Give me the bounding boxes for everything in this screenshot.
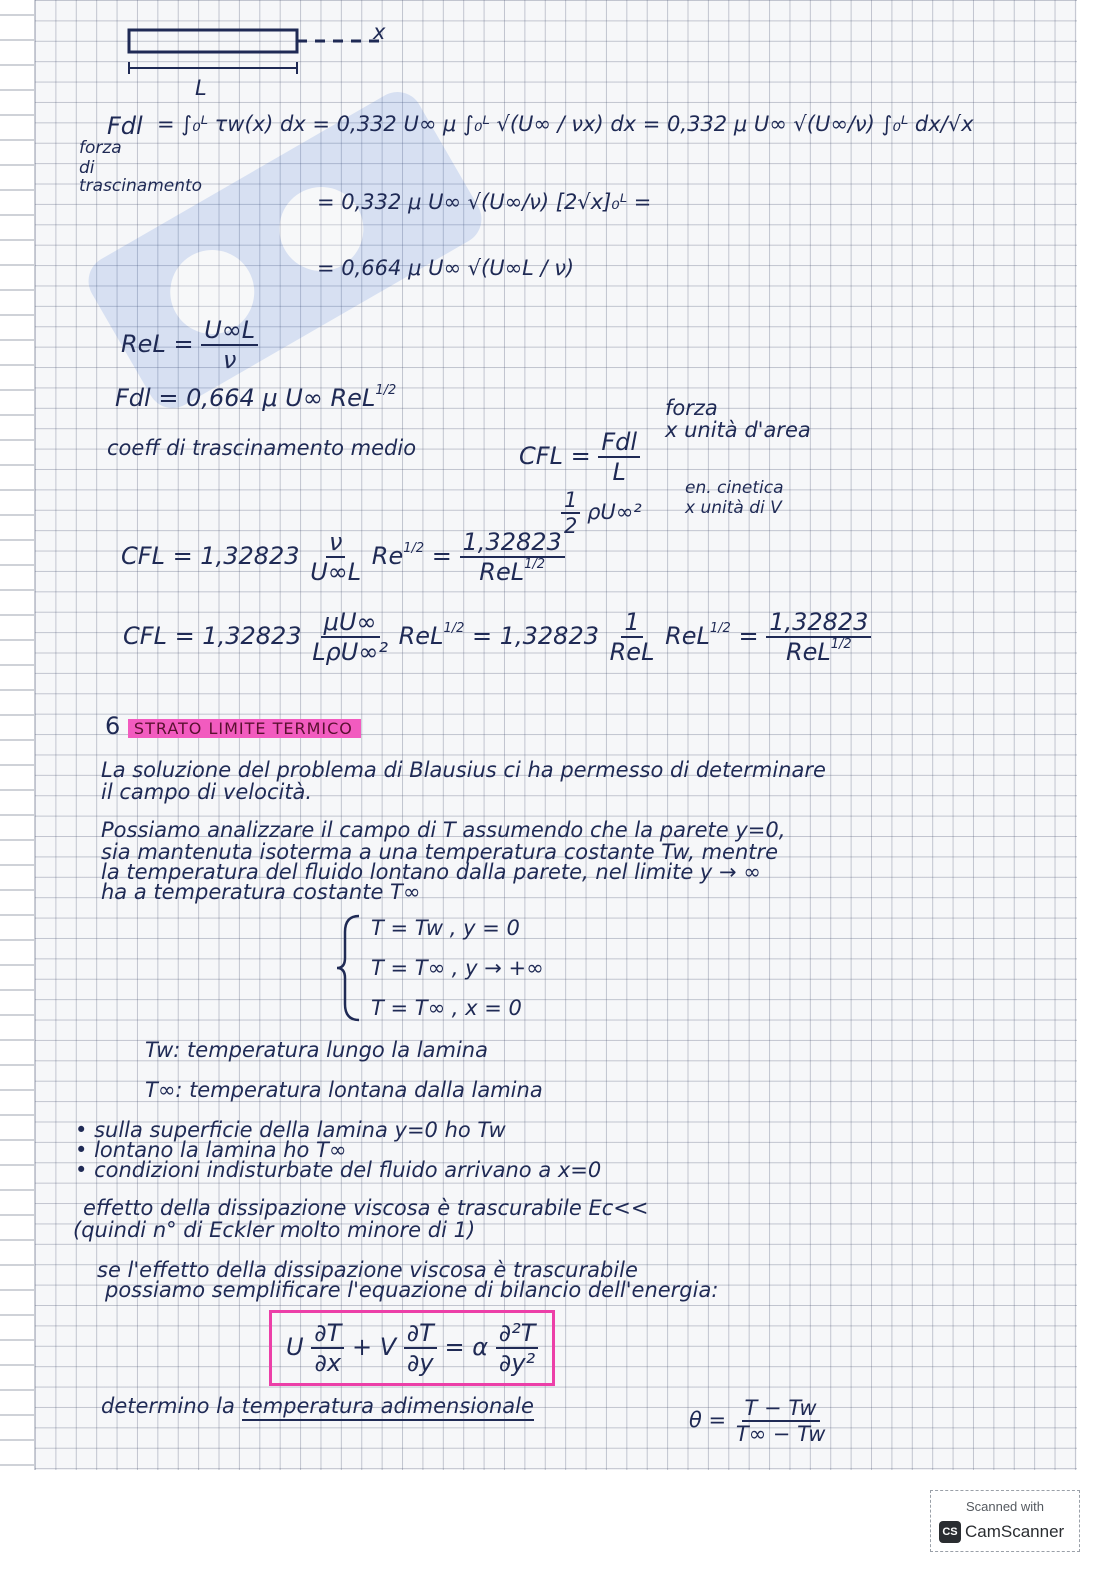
bc-line-1: T = Tw , y = 0 bbox=[371, 916, 520, 940]
cfl2-eq2: = bbox=[738, 622, 759, 650]
para2-line-4: ha a temperatura costante T∞ bbox=[101, 880, 421, 904]
kinetic-term bbox=[561, 488, 642, 538]
para3-line-2: (quindi n° di Eckler molto minore di 1) bbox=[73, 1218, 476, 1242]
cfl1-equals: = bbox=[431, 542, 452, 570]
cfl2-frac-num: μU∞ bbox=[321, 608, 380, 638]
theta-lhs: θ = bbox=[689, 1408, 727, 1432]
fdl-caption-3: trascinamento bbox=[79, 176, 203, 196]
bc-brace bbox=[335, 912, 365, 1024]
kinetic-term-text: ρU∞² bbox=[587, 500, 642, 524]
section-number: 6 bbox=[105, 712, 121, 740]
bullet-1-text: sulla superficie della lamina y=0 ho Tw bbox=[94, 1118, 506, 1142]
eq-u: U bbox=[286, 1333, 304, 1361]
notebook-binding bbox=[0, 0, 34, 1470]
x-axis-label: x bbox=[373, 20, 386, 44]
fdl-caption-1: forza bbox=[79, 138, 122, 158]
badge-brand: CamScanner bbox=[965, 1522, 1065, 1541]
cfl1-frac-den: U∞L bbox=[310, 558, 362, 586]
notebook-page bbox=[34, 0, 1077, 1470]
annot-kinetic-energy: en. cinetica bbox=[685, 478, 784, 498]
bullet-1: • sulla superficie della lamina y=0 ho Tw bbox=[75, 1118, 506, 1142]
cfl1-result-den: ReL bbox=[479, 558, 525, 586]
cfl2-rel: ReL bbox=[398, 622, 444, 650]
para2-line-1: Possiamo analizzare il campo di T assumendo che la parete y=0, bbox=[101, 818, 786, 842]
para4-line-2: possiamo semplificare l'equazione di bilancio dell'energia: bbox=[105, 1278, 719, 1302]
fdl-derivation-line-1: = ∫₀ᴸ τw(x) dx = 0,332 U∞ μ ∫₀ᴸ √(U∞ / νx) dx = 0,332 μ U∞ √(U∞/ν) ∫₀ᴸ dx/√x bbox=[157, 112, 974, 136]
eq-c-num: ∂²T bbox=[496, 1319, 539, 1349]
eq-b-den: ∂y bbox=[406, 1349, 434, 1377]
fdl-symbol: Fdl bbox=[107, 112, 143, 140]
cfl2-result-exp: 1/2 bbox=[830, 637, 852, 652]
camscanner-logo-icon: CS bbox=[939, 1521, 961, 1543]
para4-line-1: se l'effetto della dissipazione viscosa è trascurabile bbox=[97, 1258, 638, 1282]
theta-definition bbox=[689, 1396, 828, 1446]
cfl2-result-den: ReL bbox=[785, 638, 831, 666]
cfl1-re-exp: 1/2 bbox=[403, 541, 425, 556]
reynolds-lhs: ReL = bbox=[121, 330, 194, 358]
badge-caption: Scanned with bbox=[965, 1499, 1045, 1514]
bullet-3-text: condizioni indisturbate del fluido arrivano a x=0 bbox=[94, 1158, 602, 1182]
section-title: STRATO LIMITE TERMICO bbox=[128, 719, 361, 738]
bullet-3: • condizioni indisturbate del fluido arrivano a x=0 bbox=[75, 1158, 602, 1182]
cfl2-g-num: 1 bbox=[621, 608, 642, 638]
reynolds-definition bbox=[121, 316, 258, 374]
cfl2-frac-den: LρU∞² bbox=[312, 638, 388, 666]
kinetic-term-numerator: 1 bbox=[561, 488, 580, 514]
theta-numerator: T − Tw bbox=[742, 1396, 820, 1422]
fdl-result-exponent: 1/2 bbox=[375, 383, 397, 398]
fdl-caption-2: di bbox=[79, 158, 95, 178]
bc-line-2: T = T∞ , y → +∞ bbox=[371, 956, 544, 980]
energy-equation-box bbox=[269, 1310, 555, 1386]
final-text-b: temperatura adimensionale bbox=[242, 1394, 534, 1421]
eq-c-den: ∂y² bbox=[498, 1349, 536, 1377]
fdl-result-text: Fdl = 0,664 μ U∞ ReL bbox=[115, 384, 376, 412]
eq-plus: + bbox=[351, 1333, 373, 1361]
drag-coeff-numerator: Fdl bbox=[598, 428, 640, 458]
bullet-2-text: lontano la lamina ho T∞ bbox=[94, 1138, 347, 1162]
drag-coeff-denominator: L bbox=[612, 458, 626, 486]
eq-a-den: ∂x bbox=[314, 1349, 342, 1377]
drag-coeff-label: coeff di trascinamento medio bbox=[107, 436, 417, 460]
annot-per-volume: x unità di V bbox=[685, 498, 782, 518]
cfl2-eq1: = 1,32823 bbox=[472, 622, 599, 650]
final-text-a: determino la bbox=[101, 1394, 235, 1418]
drag-coeff-formula bbox=[519, 428, 640, 486]
annot-force: forza bbox=[665, 396, 718, 420]
fdl-derivation-line-2: = 0,332 μ U∞ √(U∞/ν) [2√x]₀ᴸ = bbox=[317, 190, 652, 214]
theta-denominator: T∞ − Tw bbox=[735, 1422, 826, 1446]
cfl2-g-den: ReL bbox=[609, 638, 655, 666]
def-tw: Tw: temperatura lungo la lamina bbox=[145, 1038, 488, 1062]
cfl2-result-num: 1,32823 bbox=[766, 608, 871, 638]
para2-line-2: sia mantenuta isoterma a una temperatura costante Tw, mentre bbox=[101, 840, 779, 864]
drag-coeff-lhs: CFL = bbox=[519, 442, 591, 470]
def-tinf: T∞: temperatura lontana dalla lamina bbox=[145, 1078, 543, 1102]
para1-line-1: La soluzione del problema di Blausius ci ha permesso di determinare bbox=[101, 758, 826, 782]
reynolds-numerator: U∞L bbox=[201, 316, 258, 346]
cfl2-rel2-exp: 1/2 bbox=[709, 621, 731, 636]
cfl2-rel2: ReL bbox=[665, 622, 710, 650]
cfl1-result-num: 1,32823 bbox=[460, 528, 565, 558]
cfl1-frac-num: ν bbox=[326, 528, 345, 558]
cfl1-result-exp: 1/2 bbox=[524, 557, 546, 572]
section-heading bbox=[105, 712, 361, 740]
fdl-derivation-line-3: = 0,664 μ U∞ √(U∞L / ν) bbox=[317, 256, 575, 280]
cfl2-rel-exp: 1/2 bbox=[443, 621, 465, 636]
eq-a-num: ∂T bbox=[311, 1319, 344, 1349]
para2-line-3: la temperatura del fluido lontano dalla parete, nel limite y → ∞ bbox=[101, 860, 761, 884]
eq-b-num: ∂T bbox=[404, 1319, 437, 1349]
kinetic-term-denominator: 2 bbox=[564, 514, 578, 538]
para1-line-2: il campo di velocità. bbox=[101, 780, 313, 804]
cfl-equation-1 bbox=[121, 528, 565, 586]
reynolds-denominator: ν bbox=[222, 346, 237, 374]
fdl-result bbox=[115, 384, 396, 412]
cfl-equation-2 bbox=[123, 608, 871, 666]
cfl1-lhs: CFL = 1,32823 bbox=[121, 542, 300, 570]
camscanner-badge bbox=[930, 1490, 1080, 1552]
para3-line-1: effetto della dissipazione viscosa è trascurabile Ec<< bbox=[83, 1196, 649, 1220]
eq-v: V bbox=[379, 1333, 397, 1361]
final-text bbox=[101, 1394, 534, 1418]
bc-line-3: T = T∞ , x = 0 bbox=[371, 996, 522, 1020]
annot-per-area: x unità d'area bbox=[665, 418, 811, 442]
eq-alpha: α bbox=[472, 1333, 489, 1361]
cfl1-re: Re bbox=[371, 542, 404, 570]
integral-limit-label: L bbox=[195, 76, 207, 100]
cfl2-lhs: CFL = 1,32823 bbox=[123, 622, 302, 650]
eq-equals: = bbox=[444, 1333, 465, 1361]
bullet-2: • lontano la lamina ho T∞ bbox=[75, 1138, 347, 1162]
